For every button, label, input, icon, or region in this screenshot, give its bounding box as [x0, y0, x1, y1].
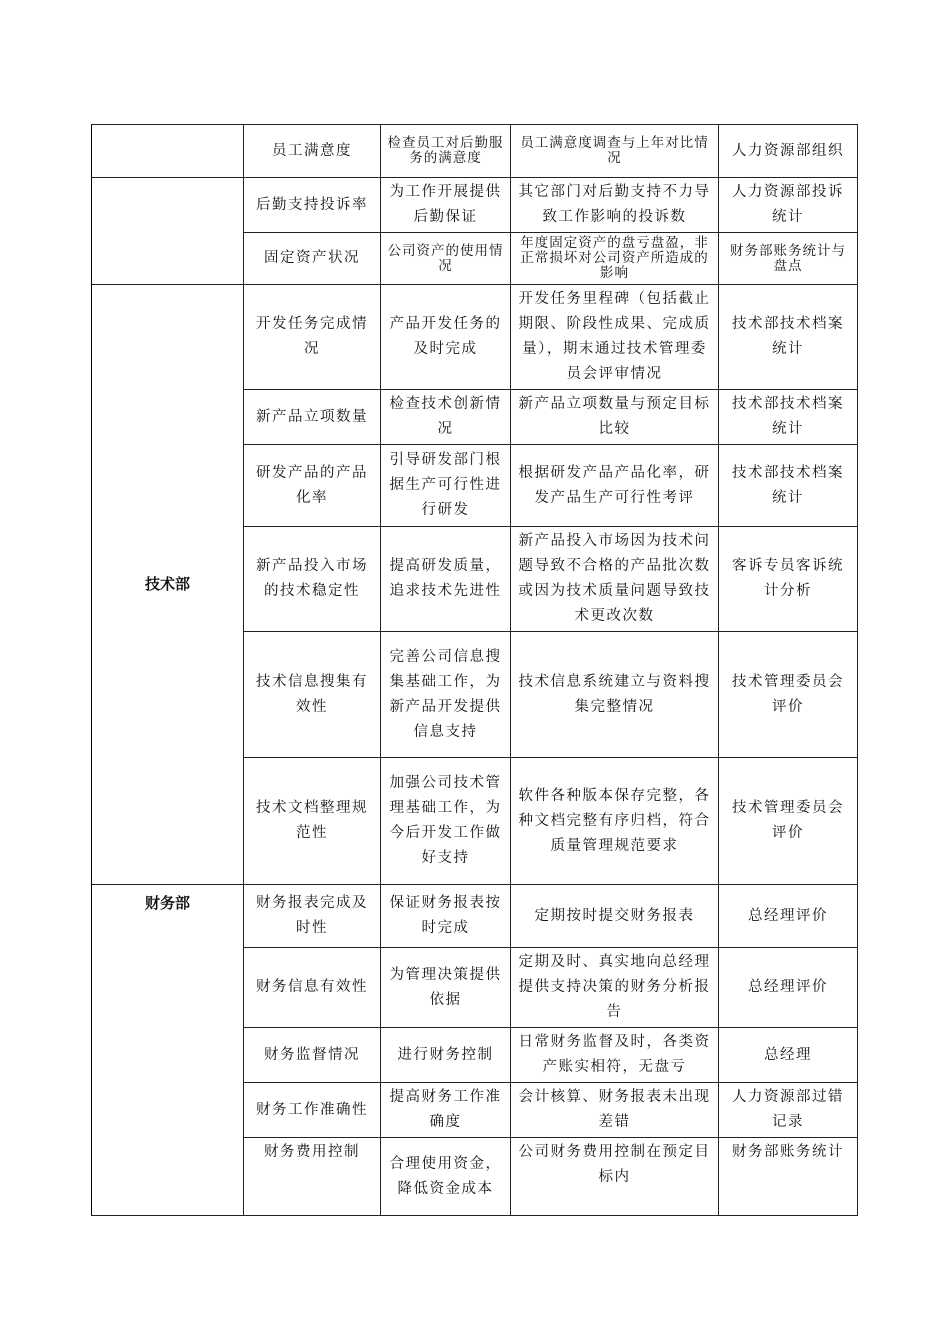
source-cell: 技术部技术档案统计: [719, 445, 858, 527]
indicator-cell: 财务监督情况: [244, 1028, 381, 1083]
indicator-cell: 后勤支持投诉率: [244, 178, 381, 233]
source-cell: 人力资源部组织: [719, 125, 858, 178]
definition-cell: 开发任务里程碑（包括截止期限、阶段性成果、完成质量），期末通过技术管理委员会评审情况: [511, 285, 719, 390]
indicator-cell: 开发任务完成情况: [244, 285, 381, 390]
indicator-cell: 技术信息搜集有效性: [244, 632, 381, 758]
dept-cell-blank-2: [92, 178, 244, 285]
source-cell: 总经理评价: [719, 948, 858, 1028]
indicator-cell: 固定资产状况: [244, 233, 381, 285]
definition-cell: 员工满意度调查与上年对比情况: [511, 125, 719, 178]
table-row: [92, 178, 858, 233]
indicator-cell: 财务费用控制: [244, 1138, 381, 1216]
indicator-cell: 财务信息有效性: [244, 948, 381, 1028]
source-cell: 技术部技术档案统计: [719, 285, 858, 390]
source-cell: 总经理评价: [719, 885, 858, 948]
purpose-cell: 产品开发任务的及时完成: [381, 285, 511, 390]
dept-cell-blank-1: [92, 125, 244, 178]
source-cell: 人力资源部过错记录: [719, 1083, 858, 1138]
definition-cell: 会计核算、财务报表未出现差错: [511, 1083, 719, 1138]
source-cell: 总经理: [719, 1028, 858, 1083]
indicator-cell: 新产品投入市场的技术稳定性: [244, 527, 381, 632]
definition-cell: 新产品立项数量与预定目标比较: [511, 390, 719, 445]
dept-cell-tech: 技术部: [92, 285, 244, 885]
definition-cell: 年度固定资产的盘亏盘盈，非正常损坏对公司资产所造成的影响: [511, 233, 719, 285]
definition-cell: 其它部门对后勤支持不力导致工作影响的投诉数: [511, 178, 719, 233]
definition-cell: 根据研发产品产品化率，研发产品生产可行性考评: [511, 445, 719, 527]
source-cell: 客诉专员客诉统计分析: [719, 527, 858, 632]
purpose-cell: 检查员工对后勤服务的满意度: [381, 125, 511, 178]
purpose-cell: 加强公司技术管理基础工作，为今后开发工作做好支持: [381, 758, 511, 885]
purpose-cell: 公司资产的使用情况: [381, 233, 511, 285]
indicator-cell: 研发产品的产品化率: [244, 445, 381, 527]
purpose-cell: 检查技术创新情况: [381, 390, 511, 445]
source-cell: 人力资源部投诉统计: [719, 178, 858, 233]
purpose-cell: 合理使用资金，降低资金成本: [381, 1138, 511, 1216]
source-cell: 技术部技术档案统计: [719, 390, 858, 445]
definition-cell: 日常财务监督及时，各类资产账实相符，无盘亏: [511, 1028, 719, 1083]
purpose-cell: 为管理决策提供依据: [381, 948, 511, 1028]
kpi-table: [91, 124, 858, 1216]
definition-cell: 技术信息系统建立与资料搜集完整情况: [511, 632, 719, 758]
purpose-cell: 引导研发部门根据生产可行性进行研发: [381, 445, 511, 527]
indicator-cell: 新产品立项数量: [244, 390, 381, 445]
dept-cell-finance: 财务部: [92, 885, 244, 1216]
purpose-cell: 保证财务报表按时完成: [381, 885, 511, 948]
indicator-cell: 财务报表完成及时性: [244, 885, 381, 948]
indicator-cell: 技术文档整理规范性: [244, 758, 381, 885]
definition-cell: 公司财务费用控制在预定目标内: [511, 1138, 719, 1216]
source-cell: 技术管理委员会评价: [719, 758, 858, 885]
purpose-cell: 提高财务工作准确度: [381, 1083, 511, 1138]
table-row: [92, 885, 858, 948]
purpose-cell: 提高研发质量，追求技术先进性: [381, 527, 511, 632]
purpose-cell: 为工作开展提供后勤保证: [381, 178, 511, 233]
table-row: [92, 285, 858, 390]
definition-cell: 新产品投入市场因为技术问题导致不合格的产品批次数或因为技术质量问题导致技术更改次数: [511, 527, 719, 632]
indicator-cell: 财务工作准确性: [244, 1083, 381, 1138]
source-cell: 财务部账务统计: [719, 1138, 858, 1216]
indicator-cell: 员工满意度: [244, 125, 381, 178]
definition-cell: 定期按时提交财务报表: [511, 885, 719, 948]
definition-cell: 定期及时、真实地向总经理提供支持决策的财务分析报告: [511, 948, 719, 1028]
purpose-cell: 完善公司信息搜集基础工作，为新产品开发提供信息支持: [381, 632, 511, 758]
source-cell: 财务部账务统计与盘点: [719, 233, 858, 285]
definition-cell: 软件各种版本保存完整，各种文档完整有序归档，符合质量管理规范要求: [511, 758, 719, 885]
purpose-cell: 进行财务控制: [381, 1028, 511, 1083]
source-cell: 技术管理委员会评价: [719, 632, 858, 758]
table-row: [92, 125, 858, 178]
